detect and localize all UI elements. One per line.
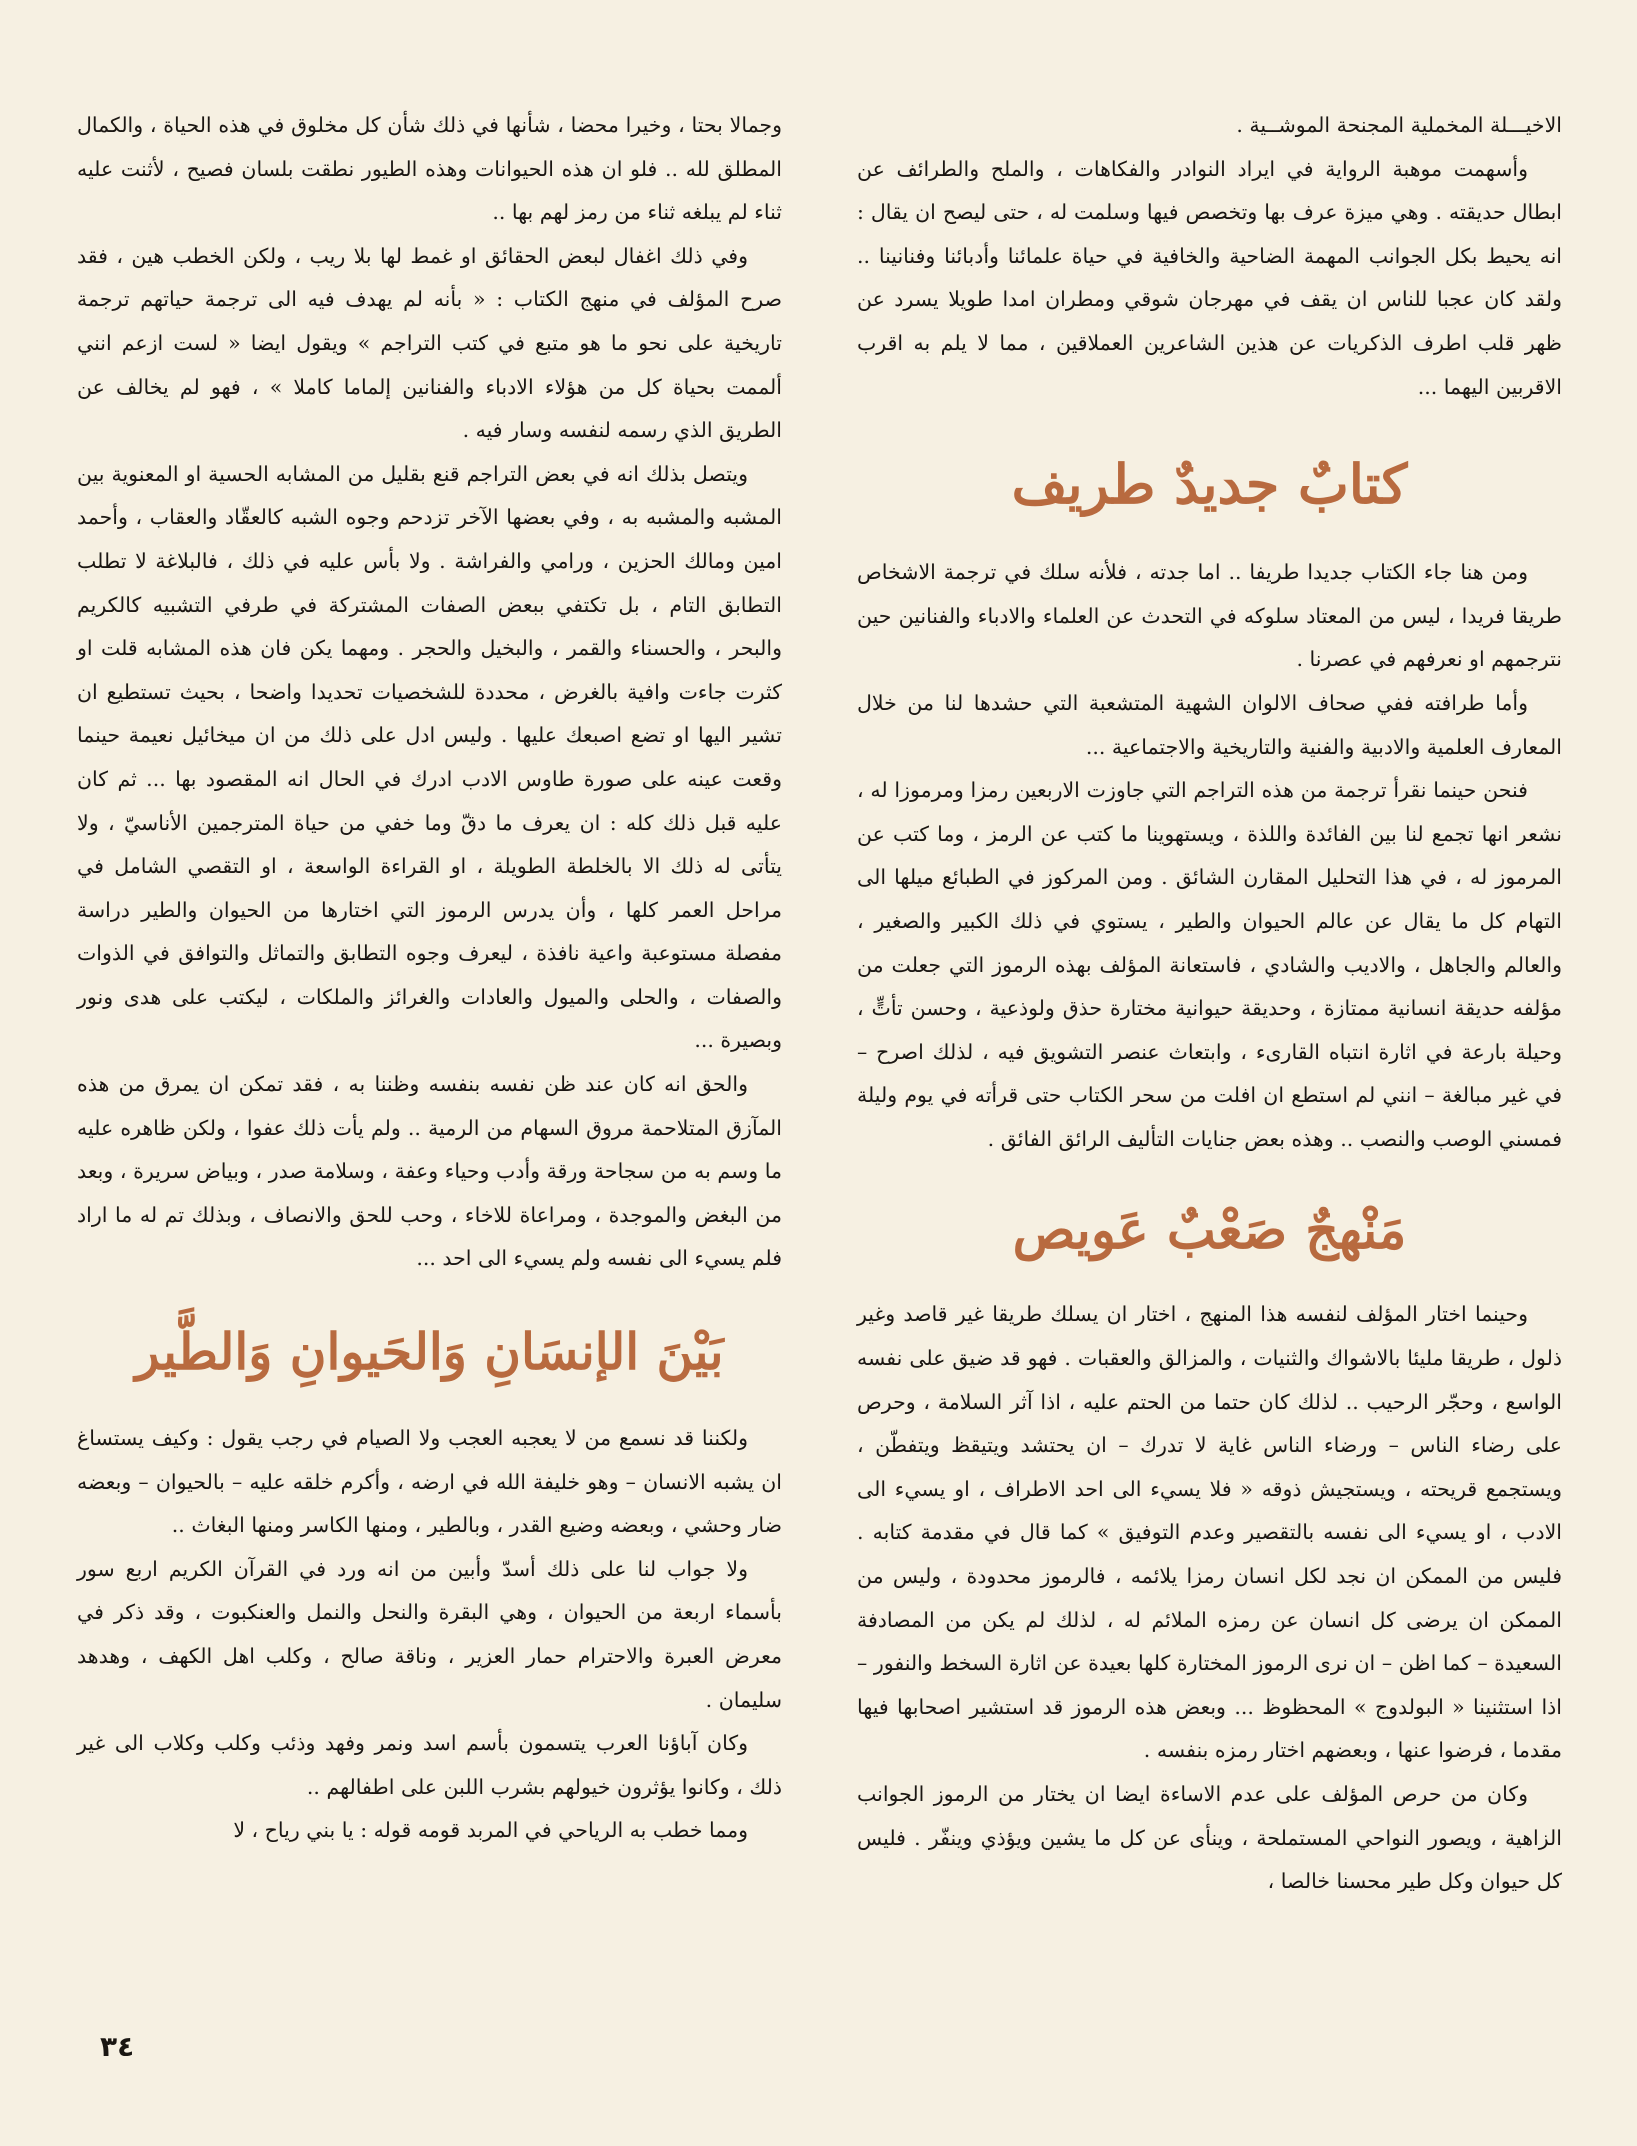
paragraph: ومما خطب به الرياحي في المربد قومه قوله : يا بني رياح ، لا bbox=[233, 1818, 748, 1843]
paragraph: وأما طرافته ففي صحاف الالوان الشهية المتشعبة التي حشدها لنا من خلال المعارف العلمية والادبية والفنية والتاريخية والاجتماعية ... bbox=[857, 690, 1562, 759]
left-column bbox=[77, 104, 782, 1853]
page-number: ٣٤ bbox=[100, 2030, 135, 2063]
paragraph: فنحن حينما نقرأ ترجمة من هذه التراجم التي جاوزت الاربعين رمزا ومرموزا له ، نشعر انها تجمع لنا بين الفائدة واللذة ، ويستهوينا ما كتب عن الرمز ، وما كتب عن المرموز له ، في هذا التحليل المقارن الشائق . ومن المركوز في الطبائع ميلها الى التهام كل ما يقال عن عالم الحيوان والطير ، يستوي في ذلك الكبير والصغير ، والعالم والجاهل ، والاديب والشادي ، فاستعانة المؤلف بهذه الرموز التي جعلت من مؤلفه حديقة انسانية ممتازة ، وحديقة حيوانية مختارة حذق ولوذعية ، وحسن تأتٍّ ، وحيلة بارعة في اثارة انتباه القارىء ، وابتعاث عنصر التشويق فيه ، لذلك اصرح – في غير مبالغة – انني لم استطع ان افلت من سحر الكتاب حتى قرأته في يوم وليلة فمسني الوصب والنصب .. وهذه بعض جنايات التأليف الرائق الفائق . bbox=[857, 778, 1562, 1151]
paragraph: وأسهمت موهبة الرواية في ايراد النوادر والفكاهات ، والملح والطرائف عن ابطال حديقته . وهي ميزة عرف بها وتخصص فيها وسلمت له ، حتى ليصح ان يقال : انه يحيط بكل الجوانب المهمة الضاحية والخافية في حياة علمائنا وأدبائنا وفنانينا .. ولقد كان عجبا للناس ان يقف في مهرجان شوقي ومطران امدا طويلا يسرد عن ظهر قلب اطرف الذكريات عن هذين الشاعرين العملاقين ، مما لا يلم به اقرب الاقربين اليهما ... bbox=[857, 156, 1562, 399]
paragraph: وجمالا بحتا ، وخيرا محضا ، شأنها في ذلك شأن كل مخلوق في هذه الحياة ، والكمال المطلق لله .. فلو ان هذه الحيوانات وهذه الطيور نطقت بلسان فصيح ، لأثنت عليه ثناء لم يبلغه ثناء من رمز لهم بها .. bbox=[77, 113, 782, 225]
paragraph: الاخيـــلة المخملية المجنحة الموشــية . bbox=[1236, 113, 1562, 137]
paragraph: ومن هنا جاء الكتاب جديدا طريفا .. اما جدته ، فلأنه سلك في ترجمة الاشخاص طريقا فريدا ، ليس من المعتاد سلوكه في التحدث عن العلماء والادباء والفنانين حين نترجمهم او نعرفهم في عصرنا . bbox=[857, 560, 1562, 672]
paragraph: ولا جواب لنا على ذلك أسدّ وأبين من انه ورد في القرآن الكريم اربع سور بأسماء اربعة من الحيوان ، وهي البقرة والنحل والنمل والعنكبوت ، وقد ذكر في معرض العبرة والاحترام حمار العزير ، وناقة صالح ، وكلب اهل الكهف ، وهدهد سليمان . bbox=[77, 1556, 782, 1712]
section-heading-new-book: كتابٌ جديدٌ طريف bbox=[1011, 452, 1408, 517]
section-heading-man-animal-bird: بَيْنَ الإنسَانِ وَالحَيوانِ وَالطَّير bbox=[135, 1322, 724, 1382]
paragraph: وكان من حرص المؤلف على عدم الاساءة ايضا ان يختار من الرموز الجوانب الزاهية ، ويصور النواحي المستملحة ، وينأى عن كل ما يشين ويؤذي وينفّر . فليس كل حيوان وكل طير محسنا خالصا ، bbox=[857, 1782, 1562, 1894]
paragraph: وفي ذلك اغفال لبعض الحقائق او غمط لها بلا ريب ، ولكن الخطب هين ، فقد صرح المؤلف في منهج الكتاب : « بأنه لم يهدف فيه الى ترجمة حياتهم ترجمة تاريخية على نحو ما هو متبع في كتب التراجم » ويقول ايضا « لست ازعم انني ألممت بحياة كل من هؤلاء الادباء والفنانين إلماما كاملا » ، فهو لم يخالف عن الطريق الذي رسمه لنفسه وسار فيه . bbox=[77, 243, 782, 443]
paragraph: ويتصل بذلك انه في بعض التراجم قنع بقليل من المشابه الحسية او المعنوية بين المشبه والمشبه به ، وفي بعضها الآخر تزدحم وجوه الشبه كالعقّاد والعقاب ، وأحمد امين ومالك الحزين ، ورامي والفراشة . ولا بأس عليه في ذلك ، فالبلاغة لا تطلب التطابق التام ، بل تكتفي ببعض الصفات المشتركة في طرفي التشبيه كالكريم والبحر ، والحسناء والقمر ، والبخيل والحجر . ومهما يكن فان هذه المشابه قلت او كثرت جاءت وافية بالغرض ، محددة للشخصيات تحديدا واضحا ، بحيث تستطيع ان تشير اليها او تضع اصبعك عليها . وليس ادل على ذلك من ان ميخائيل نعيمة حينما وقعت عينه على صورة طاوس الادب ادرك في الحال انه المقصود بها ... ثم كان عليه قبل ذلك كله : ان يعرف ما دقّ وما خفي من حياة المترجمين الأناسيّ ، ولا يتأتى له ذلك الا بالخلطة الطويلة ، او القراءة الواسعة ، او التقصي الشامل في مراحل العمر كلها ، وأن يدرس الرموز التي اختارها من الحيوان والطير دراسة مفصلة مستوعبة واعية نافذة ، ليعرف وجوه التطابق والتماثل والتوافق في الذوات والصفات ، والحلى والميول والعادات والغرائز والملكات ، ليكتب على هدى ونور وبصيرة ... bbox=[77, 461, 782, 1053]
right-column bbox=[857, 104, 1562, 1904]
paragraph: والحق انه كان عند ظن نفسه بنفسه وظننا به ، فقد تمكن ان يمرق من هذه المآزق المتلاحمة مروق السهام من الرمية .. ولم يأت ذلك عفوا ، ولكن ظاهره عليه ما وسم به من سجاحة ورقة وأدب وحياء وعفة ، وسلامة صدر ، وبياض سريرة ، وبعد من البغض والموجدة ، ومراعاة للاخاء ، وحب للحق والانصاف ، وبذلك تم له ما اراد فلم يسيء الى نفسه ولم يسيء الى احد ... bbox=[77, 1072, 782, 1271]
section-heading-difficult-method: مَنْهجٌ صَعْبٌ عَويص bbox=[1012, 1200, 1407, 1262]
paragraph: وكان آباؤنا العرب يتسمون بأسم اسد ونمر وفهد وذئب وكلب وكلاب الى غير ذلك ، وكانوا يؤثرون خيولهم بشرب اللبن على اطفالهم .. bbox=[77, 1731, 782, 1799]
paragraph: وحينما اختار المؤلف لنفسه هذا المنهج ، اختار ان يسلك طريقا غير قاصد وغير ذلول ، طريقا مليئا بالاشواك والثنيات ، والمزالق والعقبات . فهو قد ضيق على نفسه الواسع ، وحجّر الرحيب .. لذلك كان حتما من الحتم عليه ، اذا آثر السلامة ، وحرص على رضاء الناس – ورضاء الناس غاية لا تدرك – ان يحتشد ويتيقظ ويتفطّن ، ويستجمع قريحته ، ويستجيش ذوقه « فلا يسيء الى احد الاطراف ، او يسيء الى الادب ، او يسيء الى نفسه بالتقصير وعدم التوفيق » كما قال في مقدمة كتابه . فليس من الممكن ان نجد لكل انسان رمزا يلائمه ، فالرموز محدودة ، وليس من الممكن ان يرضى كل انسان عن رمزه الملائم له ، لذلك لم يكن من المصادفة السعيدة – كما اظن – ان نرى الرموز المختارة كلها بعيدة عن اثارة السخط والنفور – اذا استثنينا « البولدوج » المحظوظ ... وبعض هذه الرموز قد استشير اصحابها فيها مقدما ، فرضوا عنها ، وبعضهم اختار رمزه بنفسه . bbox=[857, 1302, 1562, 1763]
paragraph: ولكننا قد نسمع من لا يعجبه العجب ولا الصيام في رجب يقول : وكيف يستساغ ان يشبه الانسان – وهو خليفة الله في ارضه ، وأكرم خلقه عليه – بالحيوان – وبعضه ضار وحشي ، وبعضه وضيع القدر ، وبالطير ، ومنها الكاسر ومنها البغاث .. bbox=[77, 1426, 782, 1538]
